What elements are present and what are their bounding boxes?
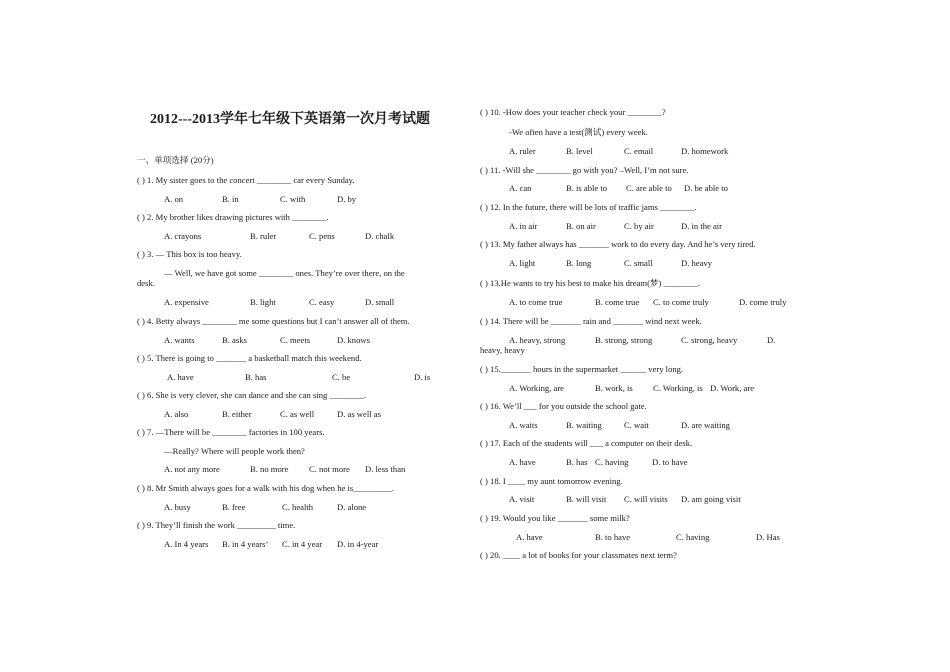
question-15: ( ) 15._______ hours in the supermarket ______ very long.: [480, 364, 684, 374]
option: D. heavy: [681, 258, 713, 268]
question-17: ( ) 17. Each of the students will ___ a computer on their desk.: [480, 438, 693, 448]
option: B. ruler: [250, 231, 277, 241]
option: D. Work, are: [710, 383, 755, 393]
option: A. Working, are: [509, 383, 564, 393]
option: D. Has: [756, 532, 780, 542]
question-14-line3: heavy, heavy: [480, 345, 525, 355]
option: D.: [767, 335, 776, 345]
option: A. heavy, strong: [509, 335, 566, 345]
option: D. in the air: [681, 221, 723, 231]
section-heading: 一、单项选择 (20分): [137, 155, 214, 165]
option: D. knows: [337, 335, 370, 345]
option: B. asks: [222, 335, 247, 345]
question-13b: ( ) 13.He wants to try his best to make his dream(梦) ________.: [480, 278, 701, 288]
option: C. not more: [309, 464, 350, 474]
page-title: 2012---2013学年七年级下英语第一次月考试题: [150, 112, 430, 127]
option: C. small: [624, 258, 653, 268]
option: A. also: [164, 409, 189, 419]
option: C. will visits: [624, 494, 668, 504]
question-12: ( ) 12. In the future, there will be lots of traffic jams ________.: [480, 202, 697, 212]
question-16: ( ) 16. We’ll ___ for you outside the school gate.: [480, 401, 647, 411]
option: C. by air: [624, 221, 654, 231]
option: C. are able to: [626, 183, 672, 193]
option: C. having: [595, 457, 629, 467]
option: A. busy: [164, 502, 191, 512]
option: C. health: [282, 502, 314, 512]
option: A. expensive: [164, 297, 209, 307]
question-18: ( ) 18. I ____ my aunt tomorrow evening.: [480, 476, 623, 486]
option: D. is: [414, 372, 431, 382]
question-10-line2: -We often have a test(测试) every week.: [509, 127, 648, 137]
question-3: ( ) 3. — This box is too heavy.: [137, 249, 242, 259]
option: C. email: [624, 146, 654, 156]
option: A. have: [509, 457, 536, 467]
option: A. visit: [509, 494, 535, 504]
question-2: ( ) 2. My brother likes drawing pictures with ________.: [137, 212, 329, 222]
option: B. come true: [595, 297, 640, 307]
option: D. come truly: [739, 297, 787, 307]
option: A. wants: [164, 335, 195, 345]
question-9: ( ) 9. They’ll finish the work _________ time.: [137, 520, 296, 530]
option: D. by: [337, 194, 357, 204]
option: C. Working, is: [653, 383, 703, 393]
option: B. on air: [566, 221, 596, 231]
option: C. in 4 year: [282, 539, 323, 549]
question-7-line2: —Really? Where will people work then?: [164, 446, 305, 456]
option: D. small: [365, 297, 395, 307]
option: C. to come truly: [653, 297, 709, 307]
option: A. can: [509, 183, 532, 193]
option: C. easy: [309, 297, 335, 307]
option: B. either: [222, 409, 252, 419]
question-3-line2: — Well, we have got some ________ ones. They’re over there, on the: [164, 268, 405, 278]
question-19: ( ) 19. Would you like _______ some milk?: [480, 513, 630, 523]
question-1: ( ) 1. My sister goes to the concert ________ car every Sunday.: [137, 175, 355, 185]
option: D. are waiting: [681, 420, 730, 430]
option: C. with: [280, 194, 306, 204]
question-7: ( ) 7. —There will be ________ factories in 100 years.: [137, 427, 325, 437]
question-6: ( ) 6. She is very clever, she can dance and she can sing ________.: [137, 390, 366, 400]
option: C. strong, heavy: [681, 335, 738, 345]
option: B. waiting: [566, 420, 602, 430]
question-8: ( ) 8. Mr Smith always goes for a walk with his dog when he is_________.: [137, 483, 395, 493]
option: B. work, is: [595, 383, 633, 393]
option: A. crayons: [164, 231, 202, 241]
question-3-line3: desk.: [137, 278, 155, 288]
option: A. on: [164, 194, 184, 204]
option: B. no more: [250, 464, 289, 474]
option: B. to have: [595, 532, 631, 542]
option: D. less than: [365, 464, 406, 474]
option: B. is able to: [566, 183, 608, 193]
option: A. have: [167, 372, 194, 382]
option: B. in 4 years’: [222, 539, 269, 549]
option: D. homework: [681, 146, 729, 156]
option: D. as well as: [337, 409, 381, 419]
option: C. pens: [309, 231, 335, 241]
option: D. in 4-year: [337, 539, 379, 549]
option: B. strong, strong: [595, 335, 653, 345]
question-14: ( ) 14. There will be _______ rain and _______ wind next week.: [480, 316, 702, 326]
option: A. have: [516, 532, 543, 542]
option: D. chalk: [365, 231, 395, 241]
option: D. alone: [337, 502, 367, 512]
question-5: ( ) 5. There is going to _______ a basketball match this weekend.: [137, 353, 362, 363]
option: A. light: [509, 258, 536, 268]
option: D. to have: [652, 457, 688, 467]
option: A. waits: [509, 420, 538, 430]
question-10: ( ) 10. -How does your teacher check your ________?: [480, 107, 666, 117]
option: A. to come true: [509, 297, 563, 307]
option: A. In 4 years: [164, 539, 209, 549]
question-20: ( ) 20. ____ a lot of books for your classmates next term?: [480, 550, 677, 560]
option: D. am going visit: [681, 494, 741, 504]
question-11: ( ) 11. -Will she ________ go with you? –Well, I’m not sure.: [480, 165, 689, 175]
option: C. as well: [280, 409, 315, 419]
option: A. not any more: [164, 464, 220, 474]
option: A. ruler: [509, 146, 536, 156]
option: B. will visit: [566, 494, 607, 504]
option: B. free: [222, 502, 246, 512]
option: B. has: [245, 372, 267, 382]
option: C. be: [332, 372, 351, 382]
question-13: ( ) 13. My father always has _______ work to do every day. And he’s very tired.: [480, 239, 756, 249]
option: C. having: [676, 532, 710, 542]
option: D. be able to: [684, 183, 728, 193]
option: B. light: [250, 297, 276, 307]
option: B. long: [566, 258, 592, 268]
question-4: ( ) 4. Betty always ________ me some questions but I can’t answer all of them.: [137, 316, 410, 326]
option: A. in air: [509, 221, 538, 231]
option: B. level: [566, 146, 593, 156]
option: B. in: [222, 194, 239, 204]
option: B. has: [566, 457, 588, 467]
option: C. meets: [280, 335, 311, 345]
option: C. wait: [624, 420, 649, 430]
